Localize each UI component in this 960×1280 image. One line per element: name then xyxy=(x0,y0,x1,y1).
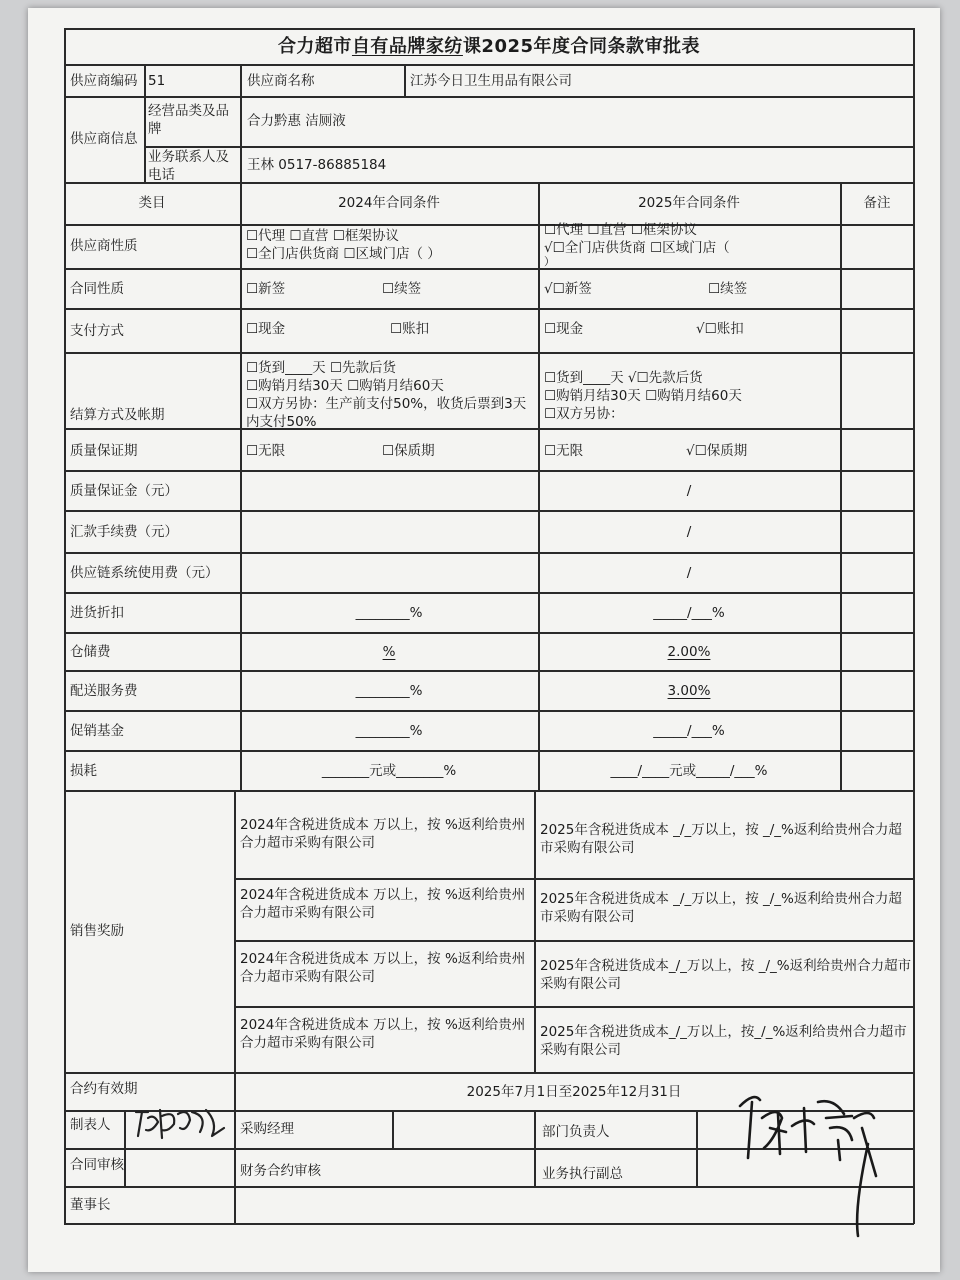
supplier-nature-2025-line1: ☐代理 ☐直营 ☐框架协议 xyxy=(544,222,697,238)
settlement-2024-line2: ☐购销月结30天 ☐购销月结60天 xyxy=(246,378,444,394)
storage-fee-2025: 2.00% xyxy=(667,644,711,660)
col-header-remark: 备注 xyxy=(863,195,891,211)
row-label-settlement: 结算方式及帐期 xyxy=(70,407,165,423)
row-label-quality-deposit: 质量保证金（元） xyxy=(70,483,178,499)
dept-head-label: 部门负责人 xyxy=(542,1124,610,1140)
finance-review-label: 财务合约审核 xyxy=(240,1163,321,1179)
settlement-2025-line1: ☐货到____天 √☐先款后货 xyxy=(544,370,703,386)
quality-deposit-2025: / xyxy=(686,483,692,499)
category-brand-value: 合力黔惠 洁厕液 xyxy=(247,113,346,129)
sales-reward-2024-4: 2024年含税进货成本 万以上，按 %返利给贵州合力超市采购有限公司 xyxy=(240,1017,526,1051)
payment-2024-cash: ☐现金 xyxy=(246,321,286,337)
sales-reward-2024-3: 2024年含税进货成本 万以上，按 %返利给贵州合力超市采购有限公司 xyxy=(240,951,526,985)
delivery-fee-2025: 3.00% xyxy=(667,683,711,699)
row-label-contract-nature: 合同性质 xyxy=(70,281,124,297)
supplier-info-label: 供应商信息 xyxy=(70,131,138,147)
settlement-2024-line1: ☐货到____天 ☐先款后货 xyxy=(246,360,396,376)
quality-2025-unlimited: ☐无限 xyxy=(544,443,584,459)
quality-2024-shelf: ☐保质期 xyxy=(382,443,435,459)
contact-label: 业务联系人及电话 xyxy=(148,149,229,183)
contract-2024-renew: ☐续签 xyxy=(382,281,422,297)
contact-value: 王林 0517-86885184 xyxy=(247,157,387,173)
supplier-name-value: 江苏今日卫生用品有限公司 xyxy=(410,73,572,89)
row-label-storage-fee: 仓储费 xyxy=(70,644,111,660)
preparer-label: 制表人 xyxy=(70,1117,111,1133)
contract-2025-new: √☐新签 xyxy=(544,281,592,297)
settlement-2025-line2: ☐购销月结30天 ☐购销月结60天 xyxy=(544,388,742,404)
sales-reward-2024-1: 2024年含税进货成本 万以上，按 %返利给贵州合力超市采购有限公司 xyxy=(240,817,526,851)
promo-fund-2025: _____/___% xyxy=(653,723,725,739)
row-label-promo-fund: 促销基金 xyxy=(70,723,124,739)
form-title: 合力超市自有品牌家纺课2025年度合同条款审批表 xyxy=(277,36,701,57)
settlement-2025-line3: ☐双方另协： xyxy=(544,406,624,422)
supplier-code-label: 供应商编码 xyxy=(70,73,138,89)
row-label-supply-chain-fee: 供应链系统使用费（元） xyxy=(70,565,219,581)
validity-value: 2025年7月1日至2025年12月31日 xyxy=(466,1084,682,1100)
supplier-name-label: 供应商名称 xyxy=(247,73,315,89)
document-sheet xyxy=(28,8,940,1272)
supplier-code-value: 51 xyxy=(148,73,166,89)
vp-business-label: 业务执行副总 xyxy=(542,1166,623,1182)
approval-form xyxy=(64,28,914,1223)
quality-2024-unlimited: ☐无限 xyxy=(246,443,286,459)
supplier-nature-2025-line3: ） xyxy=(544,255,555,268)
supplier-nature-2024-line2: ☐全门店供货商 ☐区域门店（ ） xyxy=(246,246,441,262)
delivery-fee-2024: ________% xyxy=(355,683,423,699)
promo-fund-2024: ________% xyxy=(355,723,423,739)
sales-reward-2024-2: 2024年含税进货成本 万以上，按 %返利给贵州合力超市采购有限公司 xyxy=(240,887,526,921)
chairman-label: 董事长 xyxy=(70,1197,111,1213)
row-label-quality-period: 质量保证期 xyxy=(70,443,138,459)
supplier-nature-2024-line1: ☐代理 ☐直营 ☐框架协议 xyxy=(246,228,399,244)
row-label-purchase-discount: 进货折扣 xyxy=(70,605,124,621)
sales-reward-2025-3: 2025年含税进货成本_/_万以上，按 _/_%返利给贵州合力超市采购有限公司 xyxy=(540,958,912,992)
preparer-signature xyxy=(128,1102,238,1142)
quality-2025-shelf: √☐保质期 xyxy=(686,443,748,459)
supplier-nature-2025-line2: √☐全门店供货商 ☐区域门店（ xyxy=(544,240,730,256)
row-label-remit-fee: 汇款手续费（元） xyxy=(70,524,178,540)
category-brand-label: 经营品类及品牌 xyxy=(148,103,229,137)
contract-2025-renew: ☐续签 xyxy=(708,281,748,297)
storage-fee-2024: % xyxy=(382,644,396,660)
contract-review-label: 合同审核 xyxy=(70,1157,124,1173)
settlement-2024-line3: ☐双方另协：生产前支付50%，收货后票到3天内支付50% xyxy=(246,396,527,430)
col-header-category: 类目 xyxy=(138,195,166,211)
purchase-manager-label: 采购经理 xyxy=(240,1121,294,1137)
loss-2024: _______元或_______% xyxy=(321,763,457,779)
sales-reward-2025-2: 2025年含税进货成本 _/_万以上，按 _/_%返利给贵州合力超市采购有限公司 xyxy=(540,891,902,925)
row-label-validity: 合约有效期 xyxy=(70,1081,138,1097)
payment-2025-cash: ☐现金 xyxy=(544,321,584,337)
row-label-supplier-nature: 供应商性质 xyxy=(70,238,138,254)
payment-2025-deduct: √☐账扣 xyxy=(696,321,744,337)
sales-reward-2025-4: 2025年含税进货成本_/_万以上，按_/_%返利给贵州合力超市采购有限公司 xyxy=(540,1024,907,1058)
col-header-2024: 2024年合同条件 xyxy=(338,195,440,211)
row-label-sales-reward: 销售奖励 xyxy=(70,923,124,939)
payment-2024-deduct: ☐账扣 xyxy=(390,321,430,337)
purchase-discount-2025: _____/___% xyxy=(653,605,725,621)
col-header-2025: 2025年合同条件 xyxy=(638,195,740,211)
loss-2025: ____/____元或_____/___% xyxy=(610,763,768,779)
sales-reward-2025-1: 2025年含税进货成本 _/_万以上，按 _/_%返利给贵州合力超市采购有限公司 xyxy=(540,822,902,856)
row-label-loss: 损耗 xyxy=(70,763,97,779)
purchase-discount-2024: ________% xyxy=(355,605,423,621)
supply-chain-fee-2025: / xyxy=(686,565,692,581)
title-department: 自有品牌家纺 xyxy=(351,36,463,57)
row-label-payment: 支付方式 xyxy=(70,323,124,339)
contract-2024-new: ☐新签 xyxy=(246,281,286,297)
row-label-delivery-fee: 配送服务费 xyxy=(70,683,138,699)
remit-fee-2025: / xyxy=(686,524,692,540)
